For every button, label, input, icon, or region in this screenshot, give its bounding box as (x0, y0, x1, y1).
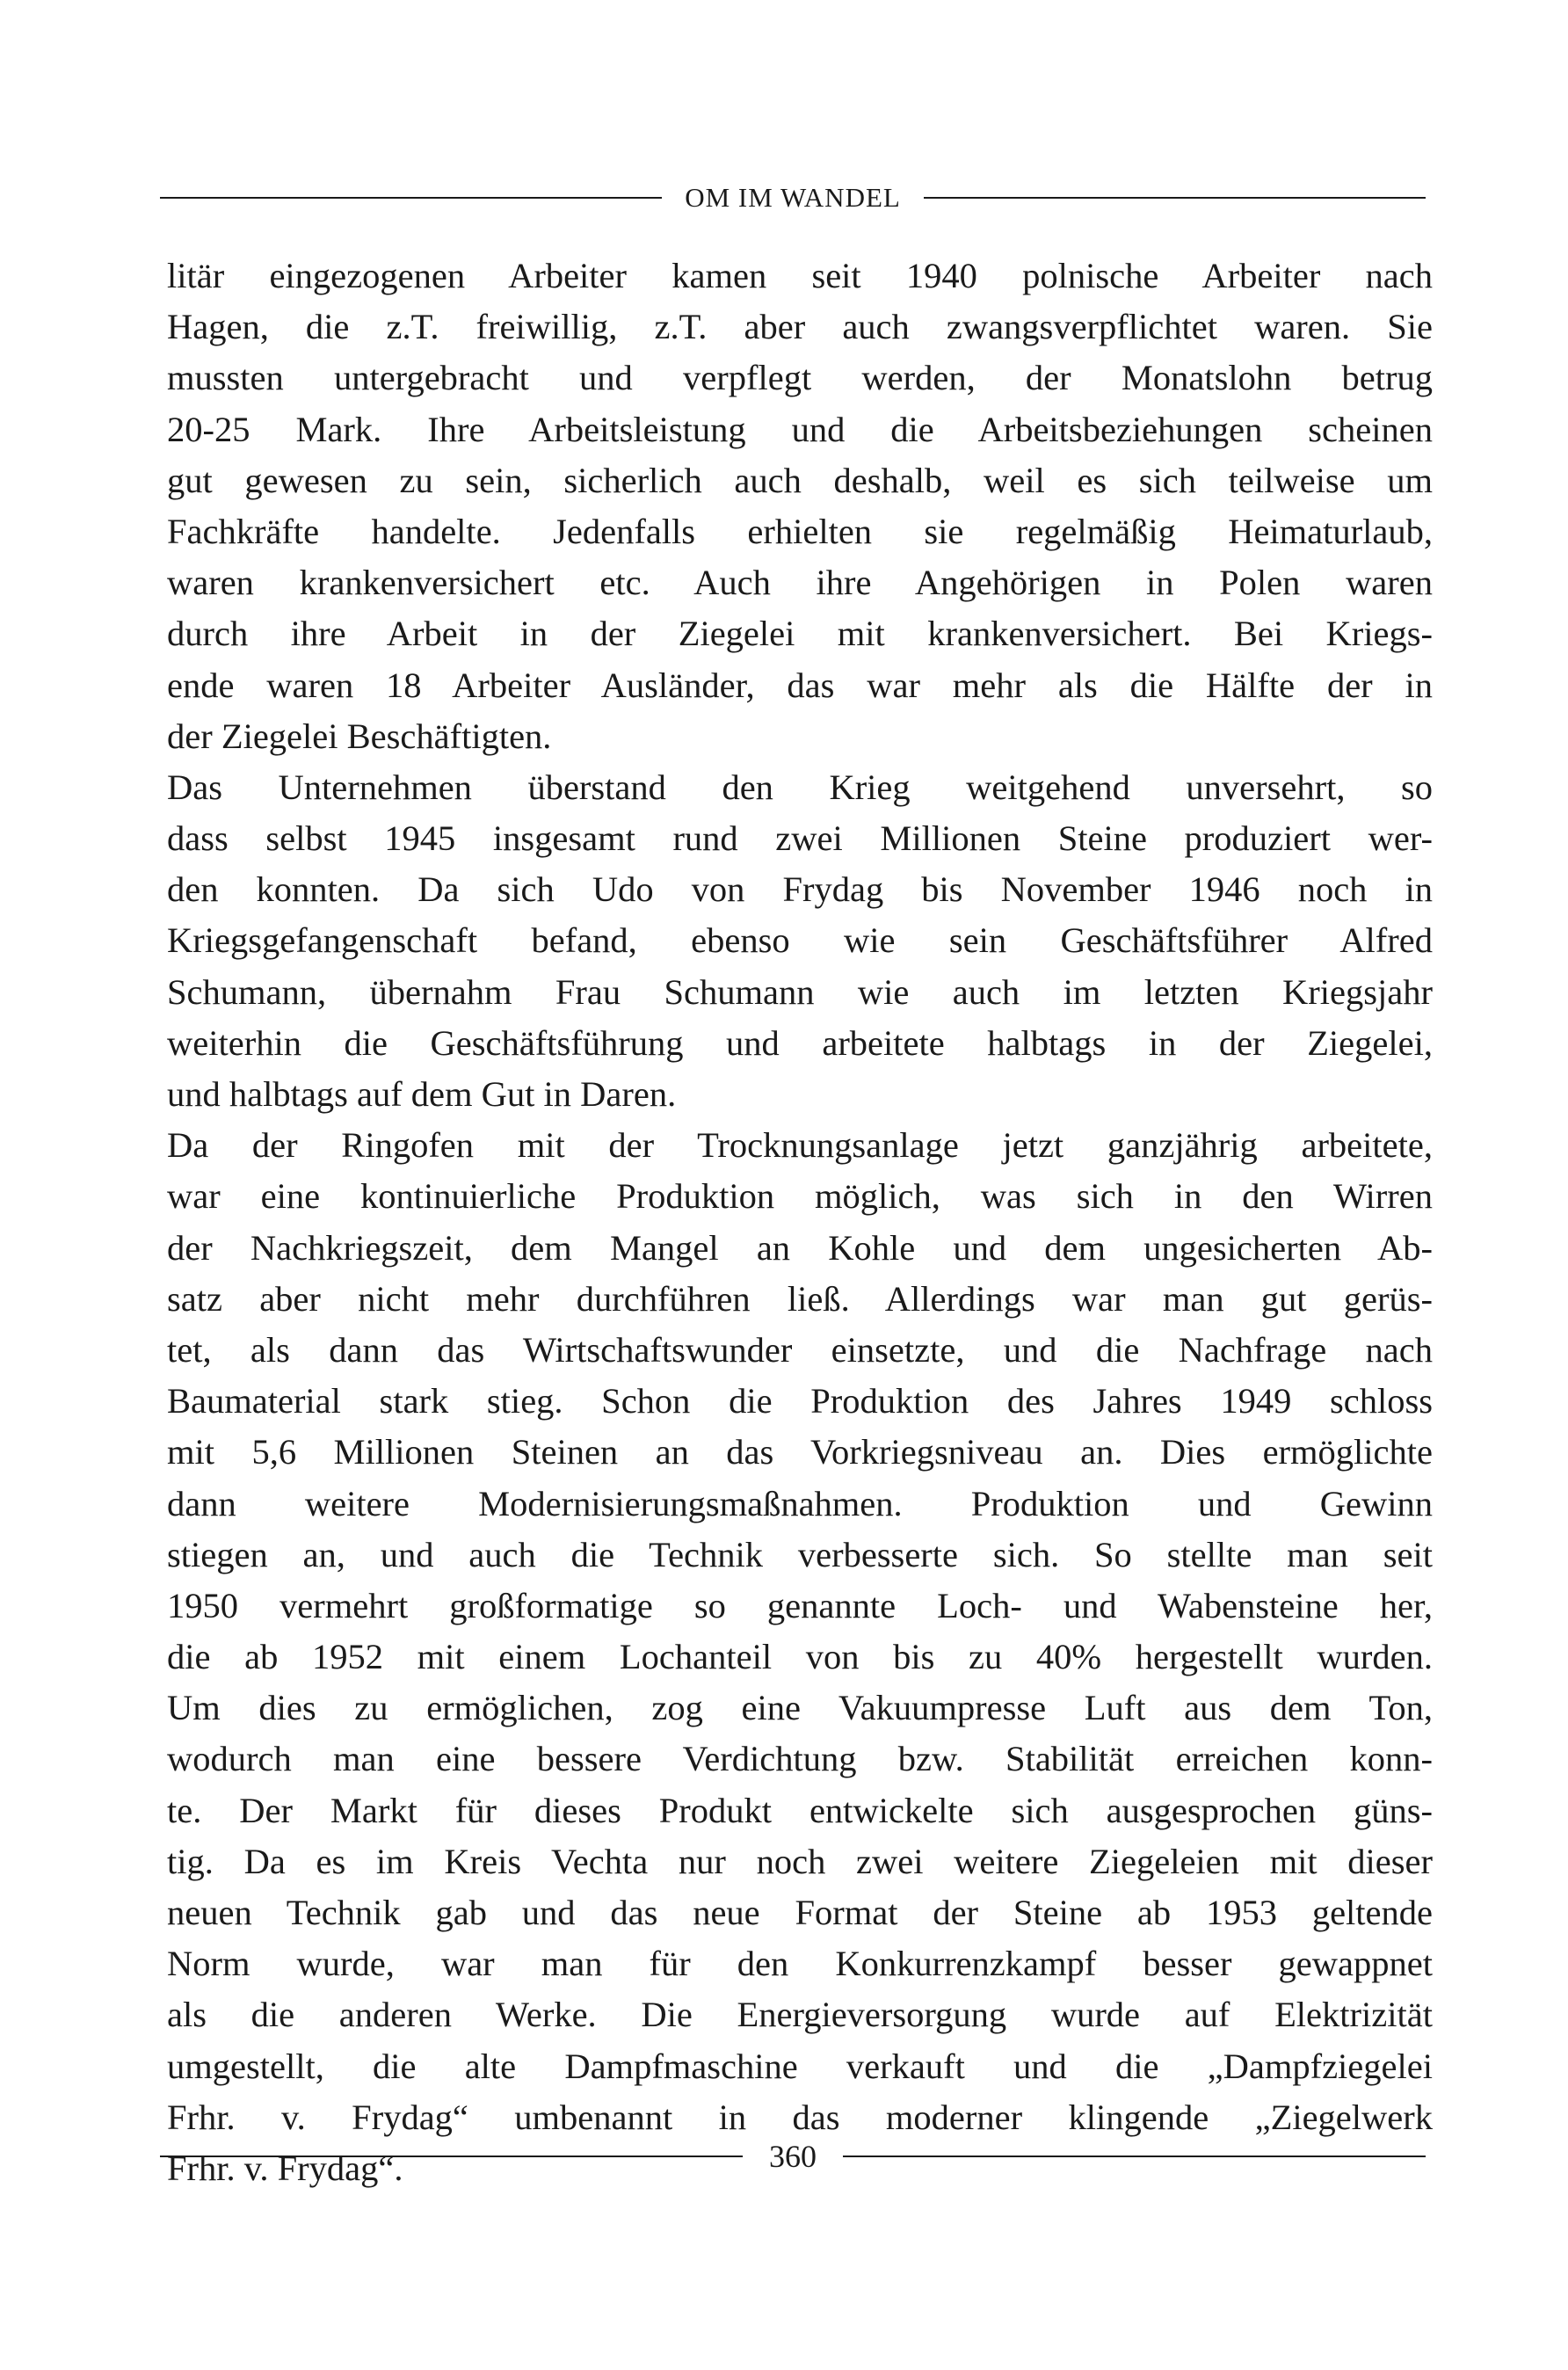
text-line: den konnten. Da sich Udo von Frydag bis November 1946 noch in (167, 869, 1433, 910)
running-footer (160, 2134, 1426, 2178)
text-line: tet, als dann das Wirtschaftswunder einsetzte, und die Nachfrage nach (167, 1329, 1433, 1370)
text-line: tig. Da es im Kreis Vechta nur noch zwei weitere Ziegeleien mit dieser (167, 1841, 1433, 1881)
text-line: neuen Technik gab und das neue Format der Steine ab 1953 geltende (167, 1893, 1433, 1932)
text-line: mussten untergebracht und verpflegt werden, der Monatslohn betrug (167, 358, 1433, 398)
text-line: Frhr. v. Frydag“. (167, 2148, 403, 2188)
header-rule-right (924, 197, 1426, 199)
text-line: Schumann, übernahm Frau Schumann wie auch im letzten Kriegsjahr (167, 971, 1433, 1012)
running-header (160, 176, 1426, 220)
text-line: Da der Ringofen mit der Trocknungsanlage jetzt ganzjährig arbeitete, (167, 1125, 1433, 1166)
text-line: 20-25 Mark. Ihre Arbeitsleistung und die Arbeitsbeziehungen scheinen (167, 409, 1433, 449)
text-line: dass selbst 1945 insgesamt rund zwei Millionen Steine produziert wer- (167, 818, 1433, 859)
text-line: wodurch man eine bessere Verdichtung bzw. Stabilität erreichen konn- (167, 1739, 1433, 1779)
text-line: litär eingezogenen Arbeiter kamen seit 1940 polnische Arbeiter nach (167, 256, 1433, 295)
text-line: te. Der Markt für dieses Produkt entwickelte sich ausgesprochen güns- (167, 1790, 1433, 1830)
text-line: und halbtags auf dem Gut in Daren. (167, 1074, 677, 1114)
page-number: 360 (769, 2139, 817, 2174)
text-line: 1950 vermehrt großformatige so genannte Loch- und Wabensteine her, (167, 1585, 1433, 1625)
text-line: Um dies zu ermöglichen, zog eine Vakuumpresse Luft aus dem Ton, (167, 1688, 1433, 1728)
text-line: satz aber nicht mehr durchführen ließ. Allerdings war man gut gerüs- (167, 1278, 1433, 1319)
text-line: Kriegsgefangenschaft befand, ebenso wie sein Geschäftsführer Alfred (167, 920, 1433, 961)
text-line: der Ziegelei Beschäftigten. (167, 716, 552, 756)
text-line: umgestellt, die alte Dampfmaschine verkauft und die „Dampfziegelei (167, 2046, 1433, 2086)
text-line: Norm wurde, war man für den Konkurrenzkampf besser gewappnet (167, 1944, 1433, 1984)
text-line: Fachkräfte handelte. Jedenfalls erhielten sie regelmäßig Heimaturlaub, (167, 511, 1433, 551)
footer-rule-left (160, 2156, 743, 2157)
text-line: mit 5,6 Millionen Steinen an das Vorkriegsniveau an. Dies ermöglichte (167, 1432, 1433, 1472)
header-title: OM IM WANDEL (685, 182, 901, 213)
text-line: dann weitere Modernisierungsmaßnahmen. Produktion und Gewinn (167, 1483, 1433, 1523)
text-line: durch ihre Arbeit in der Ziegelei mit krankenversichert. Bei Kriegs- (167, 614, 1433, 654)
text-line: als die anderen Werke. Die Energieversorgung wurde auf Elektrizität (167, 1995, 1433, 2035)
text-line: Frhr. v. Frydag“ umbenannt in das moderner klingende „Ziegelwerk (167, 2097, 1433, 2137)
text-line: Das Unternehmen überstand den Krieg weitgehend unversehrt, so (167, 767, 1433, 807)
text-line: ende waren 18 Arbeiter Ausländer, das war mehr als die Hälfte der in (167, 665, 1433, 705)
text-line: gut gewesen zu sein, sicherlich auch deshalb, weil es sich teilweise um (167, 460, 1433, 500)
text-line: stiegen an, und auch die Technik verbesserte sich. So stellte man seit (167, 1534, 1433, 1574)
text-line: die ab 1952 mit einem Lochanteil von bis zu 40% hergestellt wurden. (167, 1637, 1433, 1677)
text-line: Baumaterial stark stieg. Schon die Produktion des Jahres 1949 schloss (167, 1381, 1433, 1421)
body-text (167, 251, 1433, 2194)
text-line: Hagen, die z.T. freiwillig, z.T. aber auch zwangsverpflichtet waren. Sie (167, 307, 1433, 347)
footer-rule-right (843, 2156, 1426, 2157)
text-line: waren krankenversichert etc. Auch ihre Angehörigen in Polen waren (167, 563, 1433, 603)
text-line: der Nachkriegszeit, dem Mangel an Kohle und dem ungesicherten Ab- (167, 1227, 1433, 1268)
text-line: weiterhin die Geschäftsführung und arbeitete halbtags in der Ziegelei, (167, 1022, 1433, 1063)
header-rule-left (160, 197, 662, 199)
text-line: war eine kontinuierliche Produktion möglich, was sich in den Wirren (167, 1176, 1433, 1217)
